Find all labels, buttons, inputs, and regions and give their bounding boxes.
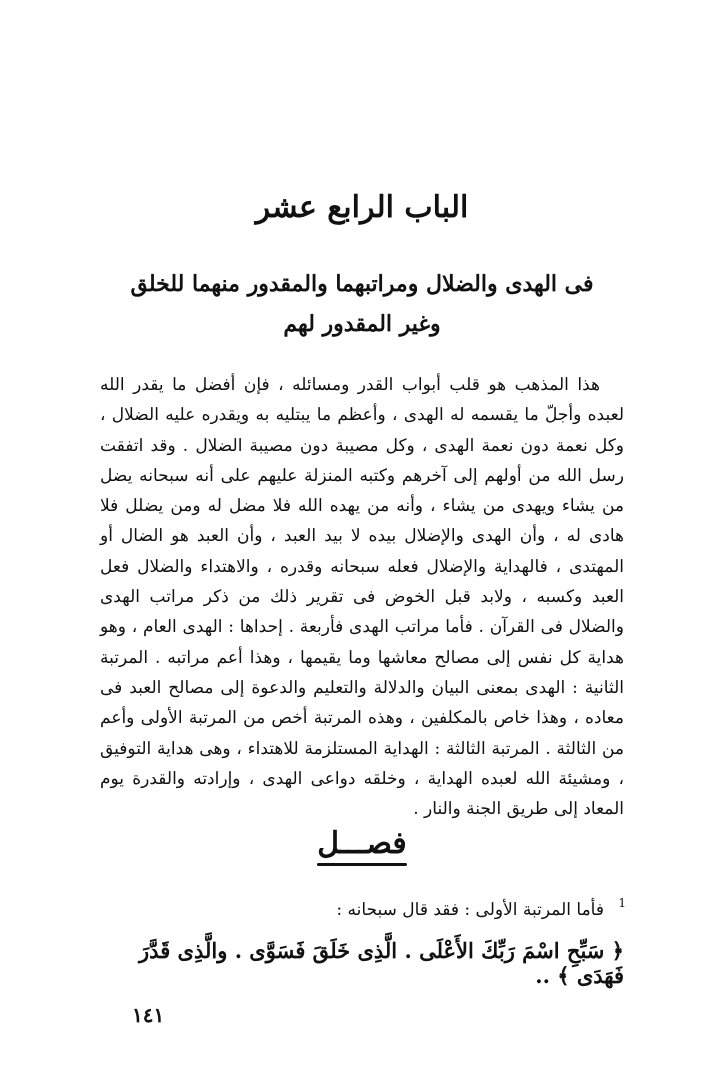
chapter-title: الباب الرابع عشر xyxy=(255,190,469,225)
chapter-body xyxy=(100,370,624,824)
chapter-subtitle: فى الهدى والضلال ومراتبهما والمقدور منهما للخلق وغير المقدور لهم xyxy=(130,271,594,337)
section-heading-block xyxy=(0,826,724,866)
section-intro-line: فأما المرتبة الأولى : فقد قال سبحانه : xyxy=(336,900,604,920)
quran-verse: ﴿ سَبِّحِ اسْمَ رَبِّكَ الأَعْلَى . الَّذِى خَلَقَ فَسَوَّى . والَّذِى قَدَّرَ فَهَدَى ﴾ .. xyxy=(139,938,624,988)
footnote-marker: 1 xyxy=(618,896,626,910)
body-paragraph: هذا المذهب هو قلب أبواب القدر ومسائله ، فإن أفضل ما يقدر الله لعبده وأجلّ ما يقسمه له الهدى ، وأعظم ما يبتليه به ويقدره عليه الضلال ، وكل نعمة دون نعمة الهدى ، وكل مصيبة دون مصيبة الضلال . وقد اتفقت رسل الله من أولهم إلى آخرهم وكتبه المنزلة عليهم على أنه سبحانه يضل من يشاء ويهدى من يشاء ، وأنه من يهده الله فلا مضل له ومن يضلل فلا هادى له ، وأن الهدى والإضلال بيده لا بيد العبد ، وأن العبد هو الضال أو المهتدى ، فالهداية والإضلال فعله سبحانه وقدره ، والاهتداء والضلال فعل العبد وكسبه ، ولابد قبل الخوض فى تقرير ذلك من ذكر مراتب الهدى والضلال فى القرآن . فأما مراتب الهدى فأربعة . إحداها : الهدى العام ، وهو هداية كل نفس إلى مصالح معاشها وما يقيمها ، وهذا أعم مراتبه . المرتبة الثانية : الهدى بمعنى البيان والدلالة والتعليم والدعوة إلى مصالح العبد فى معاده ، وهذا خاص بالمكلفين ، وهذه المرتبة أخص من المرتبة الأولى وأعم من الثالثة . المرتبة الثالثة : الهداية المستلزمة للاهتداء ، وهى هداية التوفيق ، ومشيئة الله لعبده الهداية ، وخلقه دواعى الهدى ، وإرادته والقدرة يوم المعاد إلى طريق الجنة والنار . xyxy=(100,375,624,820)
section-heading-underline xyxy=(317,863,407,866)
page-number: ١٤١ xyxy=(132,1003,165,1027)
section-heading: فصـــل xyxy=(317,826,407,861)
